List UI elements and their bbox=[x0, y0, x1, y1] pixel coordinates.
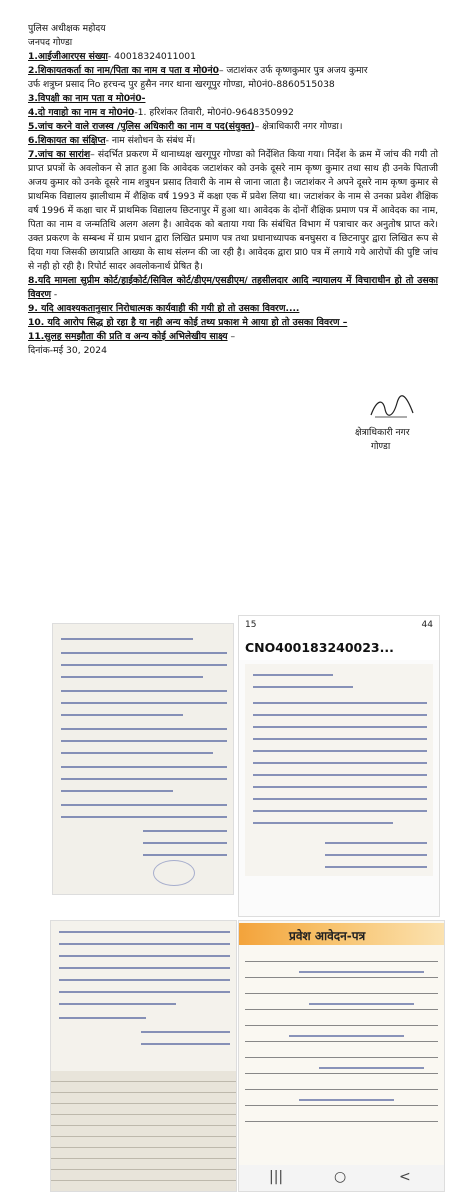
phone-screenshot-photo bbox=[238, 615, 440, 917]
complainant-label: 2.शिकायतकर्ता का नाम/पिता का नाम व पता व मो0नं0 bbox=[28, 65, 219, 76]
compromise-value: – bbox=[227, 331, 236, 342]
addressee-district: जनपद गोण्डा bbox=[28, 37, 73, 48]
signatory-designation: क्षेत्राधिकारी नगर bbox=[355, 427, 410, 438]
recent-apps-icon[interactable]: ||| bbox=[269, 1169, 284, 1185]
addressee-title: पुलिस अधीक्षक महोदय bbox=[28, 23, 106, 34]
blank-separator bbox=[0, 530, 464, 615]
compromise-label: 11.सुलह समझौता की प्रति व अन्य कोई अभिलेखीय साक्ष्य bbox=[28, 331, 228, 342]
signature-mark bbox=[367, 395, 417, 421]
handwritten-certificate-photo bbox=[50, 920, 237, 1192]
investigator-label: 5.जांच करने वाले राजस्व /पुलिस अधिकारी का नाम व पद(संयुक्त) bbox=[28, 121, 255, 132]
phone-document-title: CNO400183240023... bbox=[245, 640, 394, 655]
phone-status-bar bbox=[239, 616, 439, 636]
opponent-label: 3.विपक्षी का नाम पता व मो0नं0- bbox=[28, 93, 146, 104]
phone-nav-bar bbox=[239, 1165, 444, 1191]
report-date: दिनांक-मई 30, 2024 bbox=[28, 345, 107, 356]
investigator-value: – क्षेत्राधिकारी नगर गोण्डा। bbox=[254, 121, 343, 132]
summary-row bbox=[28, 134, 438, 148]
attachment-photos bbox=[0, 615, 464, 1200]
phone-title-bar bbox=[239, 636, 439, 660]
investigator-row bbox=[28, 120, 438, 134]
phone-time: 15 bbox=[245, 620, 257, 630]
investigation-summary bbox=[28, 148, 438, 274]
signature-block bbox=[355, 395, 445, 454]
complainant-value: – जटाशंकर उर्फ कृष्णकुमार पुत्र अजय कुमार bbox=[218, 65, 368, 76]
summary-label: 6.शिकायत का संक्षिप्त bbox=[28, 135, 106, 146]
compromise-row bbox=[28, 330, 438, 344]
signatory-district: गोण्डा bbox=[371, 441, 391, 452]
witness-value: -1. हरिशंकर तिवारी, मो0नं0-9648350992 bbox=[134, 107, 294, 118]
summary-value: - नाम संशोधन के संबंध में। bbox=[105, 135, 196, 146]
complainant-row bbox=[28, 64, 438, 78]
admission-form-photo bbox=[238, 920, 445, 1192]
court-label: 8.यदि मामला सुप्रीम कोर्ट/हाईकोर्ट/सिविल कोर्ट/डीएम/एसडीएम/ तहसीलदार आदि न्यायालय में विचाराधीन हो तो उसका विवरण bbox=[28, 275, 438, 300]
handwritten-letter-photo bbox=[52, 623, 234, 895]
opponent-row bbox=[28, 92, 438, 106]
investigation-text: – संदर्भित प्रकरण में थानाध्यक्ष खरगूपुर गोण्डा को निर्देशित किया गया। निर्देश के क्रम में जांच की गयी तो प्राप्त प्रपत्रों के अवलोकन से ज्ञात हुआ कि आवेदक जटाशंकर को उनके दूसरे नाम कृष्ण कुमार तथा साथ ही उनके पिताजी अजय कुमार को उनके दूसरे नाम शत्रुघन प्रसाद तिवारी के नाम से जाना जाता है। जटाशंकर ने अपने दूसरे नाम कृष्ण कुमार से प्राथमिक विद्यालय झालीधाम में शैक्षिक वर्ष 1993 में कक्षा एक में प्रवेश लिया था। जटाशंकर के नाम से उनका प्रवेश शैक्षिक वर्ष 1996 में कक्षा चार में प्राथमिक विद्यालय छिटनापुर में हुआ था। आवेदक के दोनों शैक्षिक प्रमाण पत्र में आवेदक का नाम, पिता का नाम व जन्मतिथि अलग अलग है। आवेदक को बताया गया कि संबंधित विभाग में पत्राचार कर अनुतोष प्राप्त करे। उक्त प्रकरण के सम्बन्ध में ग्राम प्रधान द्वारा लिखित प्रमाण पत्र तथा प्रधानाध्यापक बनघुसरा व छिटनापुर द्वारा लिखित रूप से दिया गया जिसकी छायाप्रति आख्या के साथ संलग्न की जा रही है। आवेदक द्वारा प्रा0 पत्र में लगाये गये आरोपों की पुष्टि जांच से नही हो रही है। रिपोर्ट सादर अवलोकनार्थ प्रेषित है। bbox=[28, 149, 438, 272]
witness-row bbox=[28, 106, 438, 120]
home-icon[interactable]: ○ bbox=[334, 1169, 347, 1185]
igrs-number-row bbox=[28, 50, 438, 64]
register-table-image bbox=[51, 1071, 236, 1191]
phone-status: 44 bbox=[421, 620, 433, 630]
igrs-label: 1.आईजीआरएस संख्या bbox=[28, 51, 108, 62]
investigation-label: 7.जांच का सारांश bbox=[28, 149, 91, 160]
form-title: प्रवेश आवेदन-पत्र bbox=[289, 929, 366, 943]
allegation-proof-row: 10. यदि आरोप सिद्ध हो रहा है या नही अन्य कोई तथ्य प्रकाश मे आया हो तो उसका विवरण – bbox=[28, 317, 348, 328]
phone-letter-image bbox=[245, 664, 433, 876]
preventive-action-row: 9. यदि आवश्यकतानुसार निरोधात्मक कार्यवाही की गयी हो तो उसका विवरण.... bbox=[28, 303, 300, 314]
court-row bbox=[28, 274, 438, 302]
court-value: - bbox=[51, 289, 58, 300]
back-icon[interactable]: < bbox=[399, 1169, 411, 1185]
witness-label: 4.दो गवाहो का नाम व मो0नं0 bbox=[28, 107, 135, 118]
official-stamp-icon bbox=[153, 860, 195, 886]
igrs-value: - 40018324011001 bbox=[107, 51, 196, 62]
complainant-continuation: उर्फ शत्रुघ्न प्रसाद निo हरचन्द पुर हुसैन नगर थाना खरगूपुर गोण्डा, मो0नं0-8860515038 bbox=[28, 79, 335, 90]
